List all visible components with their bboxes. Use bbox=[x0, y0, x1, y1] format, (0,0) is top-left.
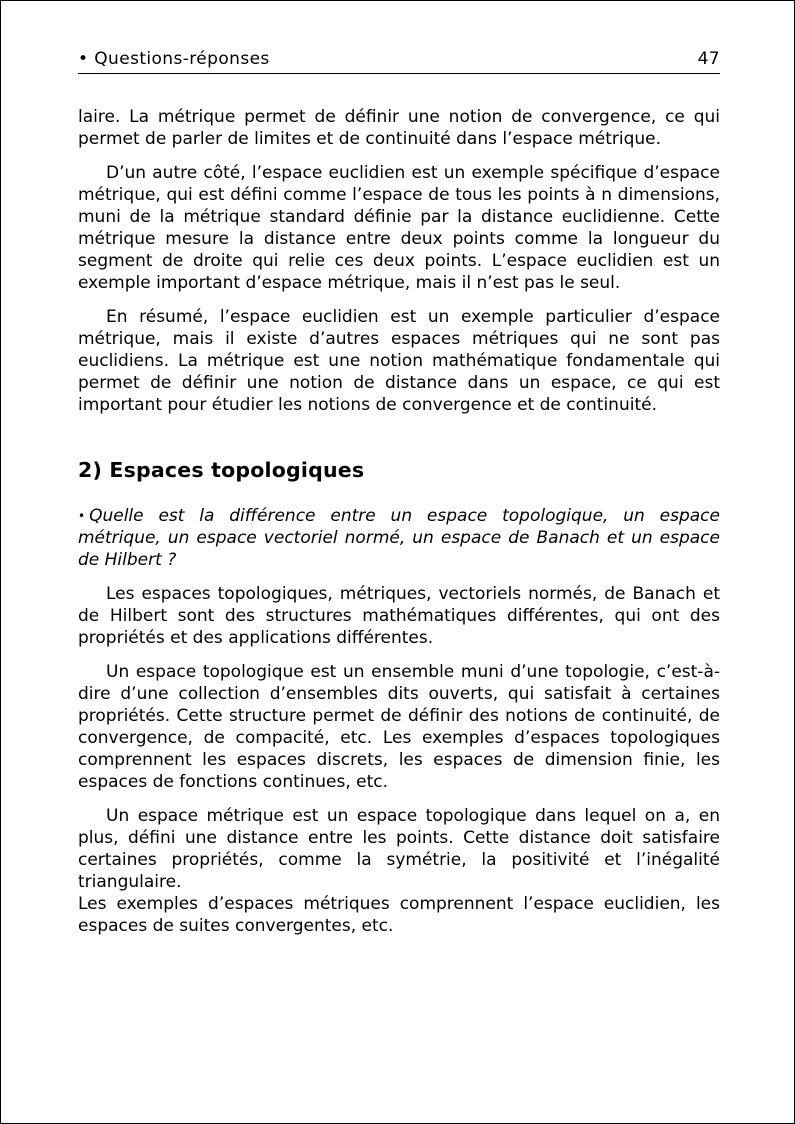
running-title-text: Questions-réponses bbox=[94, 49, 270, 69]
running-title bbox=[78, 49, 270, 69]
paragraph-topological-space: Un espace topologique est un ensemble muni d’une topologie, c’est-à-dire d’une collection d’ensembles dits ouverts, qui satisfait à certaines propriétés. Cette structure permet de définir des notions de continuité, de convergence, de compacité, etc. Les exemples d’espaces topologiques comprennent les espaces discrets, les espaces de dimension finie, les espaces de fonctions continues, etc. bbox=[78, 662, 720, 792]
section-heading: 2) Espaces topologiques bbox=[78, 458, 365, 482]
bullet-icon: • bbox=[78, 509, 86, 523]
running-header bbox=[78, 49, 720, 74]
page-body bbox=[78, 106, 720, 949]
question-text: Quelle est la différence entre un espace topologique, un espace métrique, un espace vectoriel normé, un espace de Banach et un espace de Hilbert ? bbox=[78, 506, 720, 570]
paragraph-metric-space: Un espace métrique est un espace topologique dans lequel on a, en plus, défini une distance entre les points. Cette distance doit satisfaire certaines propriétés, comme la symétrie, la positivité et l’inégalité triangulaire. bbox=[78, 806, 720, 892]
paragraph-euclidean-space: D’un autre côté, l’espace euclidien est un exemple spécifique d’espace métrique, qui est défini comme l’espace de tous les points à n dimensions, muni de la métrique standard définie par la distance euclidienne. Cette métrique mesure la distance entre deux points comme la longueur du segment de droite qui relie ces deux points. L’espace euclidien est un exemple important d’espace métrique, mais il n’est pas le seul. bbox=[78, 163, 720, 293]
question bbox=[78, 505, 720, 571]
bullet-icon: • bbox=[78, 49, 89, 69]
paragraph-answer-overview: Les espaces topologiques, métriques, vectoriels normés, de Banach et de Hilbert sont des structures mathématiques différentes, qui ont des propriétés et des applications différentes. bbox=[78, 584, 720, 648]
paragraph-continuation: laire. La métrique permet de définir une notion de convergence, ce qui permet de parler de limites et de continuité dans l’espace métrique. bbox=[78, 107, 720, 149]
paragraph-summary: En résumé, l’espace euclidien est un exemple particulier d’espace métrique, mais il existe d’autres espaces métriques qui ne sont pas euclidiens. La métrique est une notion mathématique fondamentale qui permet de définir une notion de distance dans un espace, ce qui est important pour étudier les notions de convergence et de continuité. bbox=[78, 307, 720, 415]
page-number: 47 bbox=[697, 49, 720, 69]
paragraph-metric-examples: Les exemples d’espaces métriques comprennent l’espace euclidien, les espaces de suites convergentes, etc. bbox=[78, 894, 720, 936]
